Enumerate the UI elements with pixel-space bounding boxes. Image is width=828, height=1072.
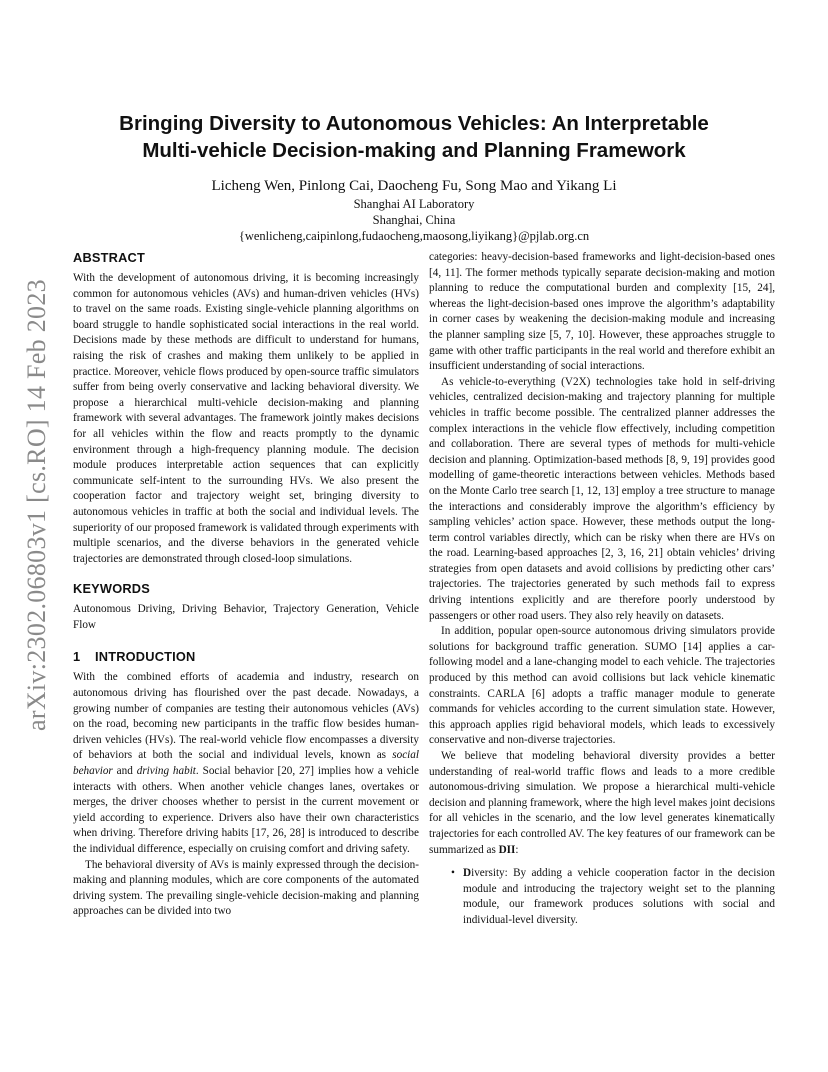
arxiv-identifier-text: arXiv:2302.06803v1 [cs.RO] 14 Feb 2023 bbox=[22, 279, 51, 731]
left-column bbox=[73, 250, 419, 920]
author-list: Licheng Wen, Pinlong Cai, Daocheng Fu, Song Mao and Yikang Li bbox=[211, 178, 617, 194]
affiliation: Shanghai AI Laboratory bbox=[353, 197, 475, 211]
abstract-heading: ABSTRACT bbox=[73, 250, 145, 265]
bullet-text: iversity: By adding a vehicle cooperation factor in the decision module and introducing the trajectory weight set to the planning module, our framework produces solutions with social and individual-level diversity. bbox=[463, 867, 775, 926]
list-item bbox=[429, 866, 775, 928]
intro-paragraph-1: With the combined efforts of academia and industry, research on autonomous driving has flourished over the past decade. Nowadays, a growing number of companies are testing their autonomous vehicles (AVs) on the road, becoming new participants in the traffic flow besides human-driven vehicles (HVs). The real-world vehicle flow encompasses a diversity of behaviors at both the social and individual levels, known as social behavior and driving habit. Social behavior [20, 27] implies how a vehicle interacts with others. When another vehicle changes lanes, overtakes or merges, the driver chooses whether to persist in the current movement or yield according to experience. Drivers also have their own characteristics when driving. Therefore driving habits [17, 26, 28] is introduced to describe the individual difference, especially on cruising comfort and driving safety. bbox=[73, 671, 419, 855]
bullet-initial: D bbox=[463, 867, 472, 880]
title-line-2: Multi-vehicle Decision-making and Planning Framework bbox=[142, 139, 686, 162]
abstract-text: With the development of autonomous driving, it is becoming increasingly common for autonomous vehicles (AVs) and human-driven vehicles (HVs) to travel on the same roads. Existing single-vehicle planning algorithms on board struggle to handle sophisticated social interactions in the real world. Decisions made by these methods are difficult to understand for humans, raising the risk of crashes and making them unlikely to be applied in practice. Moreover, vehicle flows produced by open-source traffic simulators suffer from being overly conservative and lacking behavioral diversity. We propose a hierarchical multi-vehicle decision-making and planning framework with several advantages. The framework jointly makes decisions for all vehicles within the flow and reacts promptly to the dynamic environment through a high-frequency planning module. The decision module produces interpretable action sequences that can explicitly communicate self-intent to the surrounding HVs. We also present the cooperation factor and trajectory weight set, bringing diversity to autonomous vehicles in traffic at both the social and individual levels. The superiority of our proposed framework is validated through experiments with multiple scenarios, and the diverse behaviors in the generated vehicle trajectories are demonstrated through closed-loop simulations. bbox=[73, 272, 419, 565]
intro-paragraph-3: categories: heavy-decision-based frameworks and light-decision-based ones [4, 11]. The former methods typically separate decision-making and motion planning to reduce the computational burden and complexity [15, 24], whereas the light-decision-based ones improve the algorithm’s adaptability in corner cases by weakening the decision-making module and increasing the planner sampling size [5, 7, 10]. However, these approaches struggle to game with other traffic participants in the real world and therefore exhibit an insufficient understanding of social interactions. bbox=[429, 251, 775, 373]
title-line-1: Bringing Diversity to Autonomous Vehicles: An Interpretable bbox=[119, 112, 709, 135]
location: Shanghai, China bbox=[372, 213, 456, 227]
intro-paragraph-5: In addition, popular open-source autonomous driving simulators provide solutions for background traffic generation. SUMO [14] applies a car-following model and a lane-changing model to each vehicle. The trajectories produced by this method can avoid collisions but lack vehicle kinematic constraints. CARLA [6] adopts a traffic manager module to generate commands for vehicles according to the current simulation state. However, this approach applies rigid behavioral models, which leads to excessively conservative and non-diverse trajectories. bbox=[429, 625, 775, 747]
section-title: INTRODUCTION bbox=[95, 649, 196, 665]
feature-list bbox=[429, 866, 775, 928]
intro-paragraph-6: We believe that modeling behavioral diversity provides a better understanding of real-world traffic flows and leads to a more credible autonomous-driving simulation. We propose a hierarchical multi-vehicle decision and planning framework, where the high level makes joint decisions for all vehicles in the scenario, and the low level generates kinematically trajectories for each controlled AV. The key features of our framework can be summarized as DII: bbox=[429, 750, 775, 856]
driving-habit-term: driving habit bbox=[136, 765, 196, 778]
keywords-text: Autonomous Driving, Driving Behavior, Trajectory Generation, Vehicle Flow bbox=[73, 603, 419, 631]
email-list: {wenlicheng,caipinlong,fudaocheng,maosong,liyikang}@pjlab.org.cn bbox=[238, 229, 590, 243]
arxiv-identifier bbox=[22, 280, 52, 730]
social-behavior-term: social behavior bbox=[73, 749, 419, 778]
introduction-heading bbox=[73, 649, 419, 665]
right-column bbox=[429, 250, 775, 929]
intro-paragraph-4: As vehicle-to-everything (V2X) technologies take hold in self-driving vehicles, centralized decision-making and trajectory planning for multiple vehicles in traffic become possible. The centralized planner addresses the complex interactions in the vehicle flow effectively, including competition and collaboration. There are several types of methods for multi-vehicle decision and planning. Optimization-based methods [8, 9, 19] provides good modelling of game-theoretic interactions between vehicles. Methods based on the Monte Carlo tree search [1, 12, 13] employ a tree structure to manage the interactions and considerably improve the algorithm’s efficiency by sampling vehicles’ action space. However, these methods output the long-term control variables directly, which can be risky when there are HVs on the road. Learning-based approaches [2, 3, 16, 21] obtain vehicles’ driving strategies from open datasets and avoid collisions by predicting other cars’ trajectories. The trajectories generated by such methods fail to express driving intentions explicitly and are therefore poorly understood by passengers or other road users. They also rely heavily on datasets. bbox=[429, 375, 775, 622]
section-number: 1 bbox=[73, 649, 81, 665]
intro-paragraph-2: The behavioral diversity of AVs is mainly expressed through the decision-making and planning modules, which are core components of the automated driving system. The prevailing single-vehicle decision-making and planning approaches can be divided into two bbox=[73, 858, 419, 918]
paper-title bbox=[60, 110, 768, 164]
keywords-heading: KEYWORDS bbox=[73, 581, 150, 597]
dii-acronym: DII bbox=[498, 843, 516, 856]
